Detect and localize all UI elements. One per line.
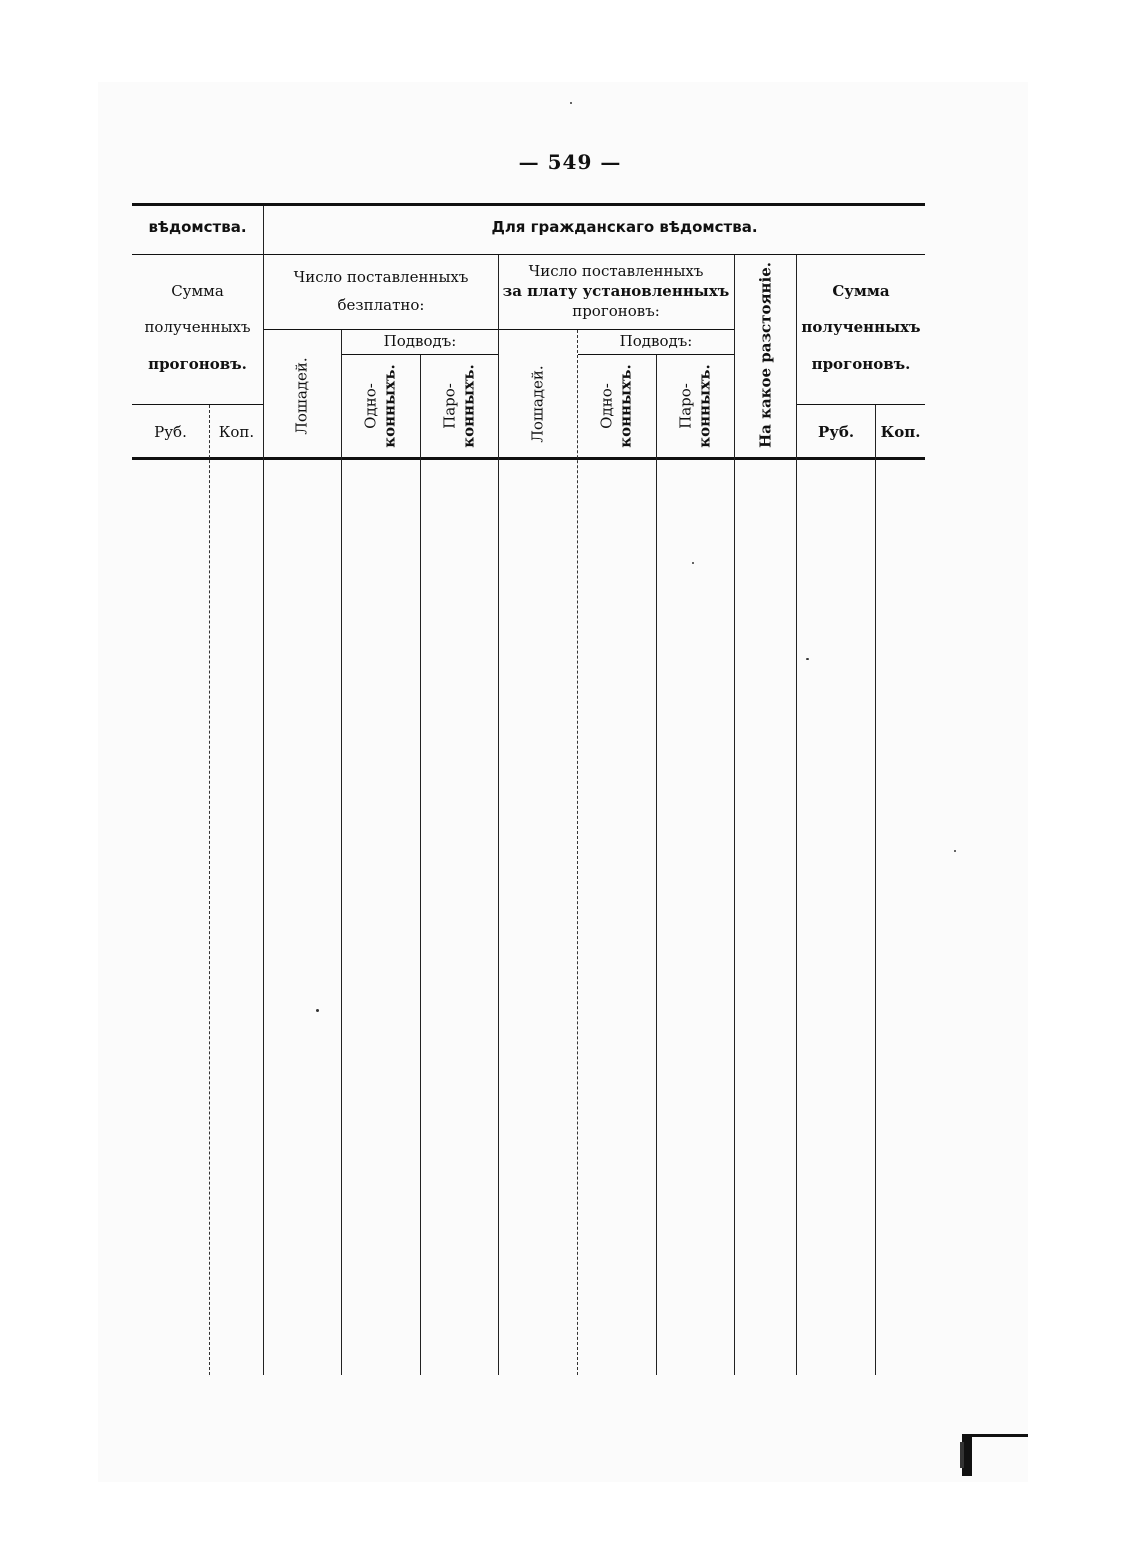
scan-speck bbox=[570, 102, 572, 104]
free-two-horse-label bbox=[440, 364, 478, 448]
free-group-label-2: безплатно: bbox=[337, 296, 425, 314]
paid-group-label-2: за плату установленныхъ bbox=[502, 282, 730, 300]
sum-left-label-1: Сумма bbox=[171, 282, 224, 300]
header-left-title: вѣдомства. bbox=[148, 218, 247, 236]
bottom-header-rule bbox=[132, 457, 925, 460]
scan-speck bbox=[954, 850, 956, 852]
header-right-title: Для гражданскаго вѣдомства. bbox=[491, 218, 758, 236]
top-rule bbox=[132, 203, 925, 206]
paid-group-rule bbox=[498, 329, 734, 330]
sum-left-kop: Коп. bbox=[218, 423, 255, 441]
sum-right-label-3: прогоновъ. bbox=[811, 355, 911, 373]
free-one-horse-line2: конныхъ. bbox=[380, 364, 398, 448]
header-rule bbox=[132, 254, 925, 255]
col-divider bbox=[656, 355, 657, 1375]
free-group-label-1: Число поставленныхъ bbox=[293, 268, 469, 286]
free-two-horse-line1: Паро- bbox=[440, 383, 459, 429]
free-group-rule bbox=[264, 329, 498, 330]
col-divider bbox=[498, 255, 499, 1375]
sum-right-kop: Коп. bbox=[880, 423, 921, 441]
distance-label: На какое разстояніе. bbox=[756, 261, 775, 449]
col-divider bbox=[420, 355, 421, 1375]
col-divider bbox=[577, 330, 578, 1375]
sum-left-label-2: полученныхъ bbox=[144, 318, 251, 336]
scan-corner-mark bbox=[958, 1428, 1032, 1478]
scan-speck bbox=[692, 562, 694, 564]
paid-group-label-1: Число поставленныхъ bbox=[528, 262, 704, 280]
paid-one-horse-label bbox=[597, 364, 635, 448]
sum-left-rule bbox=[132, 404, 264, 405]
page-number: — 549 — bbox=[518, 150, 622, 174]
paid-group-label-3: прогоновъ: bbox=[572, 302, 660, 320]
scan-speck bbox=[316, 1009, 319, 1012]
paid-one-horse-line2: конныхъ. bbox=[616, 364, 634, 448]
col-divider bbox=[341, 330, 342, 1375]
paid-horses-label: Лошадей. bbox=[528, 365, 547, 443]
free-one-horse-line1: Одно- bbox=[361, 383, 380, 429]
sum-left-label-3: прогоновъ. bbox=[148, 355, 247, 373]
paid-two-horse-label bbox=[676, 364, 714, 448]
sum-left-rub: Руб. bbox=[154, 423, 187, 441]
scan-speck bbox=[806, 658, 809, 660]
free-one-horse-label bbox=[361, 364, 399, 448]
col-divider bbox=[734, 255, 735, 1375]
sum-right-label-1: Сумма bbox=[832, 282, 890, 300]
paid-carts-label: Подводъ: bbox=[619, 332, 693, 350]
free-horses-label: Лошадей. bbox=[292, 357, 311, 435]
free-carts-label: Подводъ: bbox=[383, 332, 457, 350]
col-divider bbox=[875, 405, 876, 1375]
paid-two-horse-line1: Паро- bbox=[676, 383, 695, 429]
free-two-horse-line2: конныхъ. bbox=[459, 364, 477, 448]
sum-right-label-2: полученныхъ bbox=[801, 318, 921, 336]
sum-right-rub: Руб. bbox=[817, 423, 855, 441]
paid-two-horse-line2: конныхъ. bbox=[695, 364, 713, 448]
paid-one-horse-line1: Одно- bbox=[597, 383, 616, 429]
col-divider bbox=[209, 405, 210, 1375]
col-divider bbox=[263, 206, 264, 1375]
sum-right-rule bbox=[796, 404, 925, 405]
